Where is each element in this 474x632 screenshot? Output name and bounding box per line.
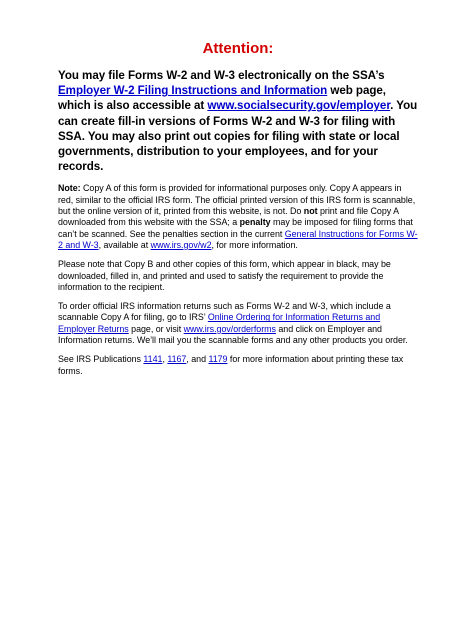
pubs-text-2: , xyxy=(162,354,168,365)
order-paragraph xyxy=(58,301,418,346)
copy-b-paragraph: Please note that Copy B and other copies of this form, which appear in black, may be downloaded, filled in, and printed and used to satisfy the requirement to provide the information to the recipient. xyxy=(58,259,391,292)
pubs-text-3: , and xyxy=(186,354,209,365)
order-text-1: To order official IRS information returns such as Forms W-2 and W-3, which include a scannable Copy A for filing, go to IRS’ xyxy=(58,301,391,323)
note-text-2: print and file Copy A downloaded from this website with the SSA; a xyxy=(58,206,399,228)
general-instructions-link[interactable]: General Instructions for Forms W-2 and W-3 xyxy=(58,228,418,250)
lead-text-3: . You can create fill-in versions of Forms W-2 and W-3 for filing with SSA. You may also print out copies for filing with state or local governments, distribution to your employees, and for your records. xyxy=(58,99,418,174)
note-not-word: not xyxy=(303,206,318,217)
online-ordering-link[interactable]: Online Ordering for Information Returns and Employer Returns xyxy=(58,312,381,334)
document-page xyxy=(58,40,418,385)
note-text-3: may be imposed for filing forms that can’t be scanned. See the penalties section in the current xyxy=(58,217,413,239)
note-label: Note: xyxy=(58,183,81,194)
note-text-1: Copy A of this form is provided for informational purposes only. Copy A appears in red, similar to the official IRS form. The official printed version of this IRS form is scannable, but the online version of it, printed from this website, is not. Do xyxy=(58,183,416,217)
note-penalty-word: penalty xyxy=(239,217,271,228)
irs-w2-link[interactable]: www.irs.gov/w2 xyxy=(150,239,212,250)
employer-w2-filing-link[interactable]: Employer W-2 Filing Instructions and Information xyxy=(58,84,328,98)
publication-1141-link[interactable]: 1141 xyxy=(143,354,163,365)
irs-orderforms-link[interactable]: www.irs.gov/orderforms xyxy=(183,323,276,334)
lead-text-2: web page, which is also accessible at xyxy=(58,84,386,113)
order-text-3: and click on Employer and Information returns. We’ll mail you the scannable forms and any other products you order. xyxy=(58,323,408,345)
note-paragraph xyxy=(58,183,418,251)
pubs-text-1: See IRS Publications xyxy=(58,354,144,365)
publications-paragraph xyxy=(58,354,418,377)
note-text-4: , available at xyxy=(98,239,151,250)
pubs-text-4: for more information about printing these tax forms. xyxy=(58,354,404,376)
publication-1179-link[interactable]: 1179 xyxy=(208,354,228,365)
electronic-filing-paragraph xyxy=(58,68,418,174)
note-text-5: , for more information. xyxy=(211,239,298,250)
lead-text-1: You may file Forms W-2 and W-3 electronically on the SSA’s xyxy=(58,69,385,82)
attention-heading: Attention: xyxy=(202,40,274,57)
order-text-2: page, or visit xyxy=(128,323,184,334)
socialsecurity-employer-link[interactable]: www.socialsecurity.gov/employer xyxy=(207,99,391,113)
publication-1167-link[interactable]: 1167 xyxy=(167,354,187,365)
